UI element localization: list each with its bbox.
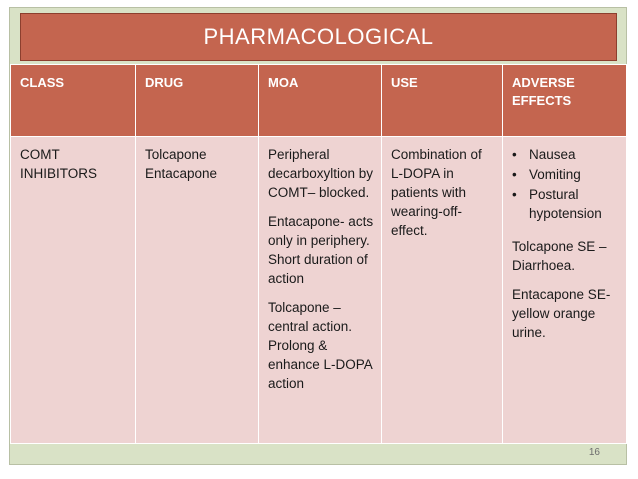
cell-class (11, 137, 136, 444)
drug-name: Tolcapone (145, 147, 207, 162)
use-text: Combination of L-DOPA in patients with wearing-off-effect. (391, 147, 482, 238)
bullet-icon: • (512, 167, 517, 182)
moa-paragraph: Peripheral decarboxyltion by COMT– blocked. (268, 147, 374, 200)
class-line: INHIBITORS (20, 166, 98, 181)
moa-paragraph: Entacapone- acts only in periphery. Short duration of action (268, 214, 374, 286)
bullet-icon: • (512, 147, 517, 162)
cell-use (382, 137, 503, 444)
header-drug: DRUG (136, 65, 259, 137)
bullet-icon: • (512, 187, 517, 202)
adverse-paragraph: Entacapone SE- yellow orange urine. (512, 287, 611, 340)
slide-title: PHARMACOLOGICAL (20, 13, 617, 61)
slide (9, 7, 627, 465)
adverse-paragraph: Tolcapone SE – Diarrhoea. (512, 239, 607, 273)
header-use: USE (382, 65, 503, 137)
drug-name: Entacapone (145, 166, 218, 181)
header-adverse-effects: ADVERSE EFFECTS (503, 65, 627, 137)
table-header-row (11, 65, 627, 137)
moa-paragraph: Tolcapone – central action. Prolong & enhance L-DOPA action (268, 300, 373, 391)
header-moa: MOA (259, 65, 382, 137)
pharmacology-table (10, 64, 627, 444)
cell-adverse-effects (503, 137, 627, 444)
class-line: COMT (20, 147, 60, 162)
list-item: • Postural hypotension (512, 187, 602, 221)
cell-drug (136, 137, 259, 444)
table-row (11, 137, 627, 444)
page-number: 16 (588, 447, 600, 458)
list-item: • Nausea (512, 147, 576, 162)
adverse-bullet-list (512, 145, 620, 223)
header-class: CLASS (11, 65, 136, 137)
cell-moa (259, 137, 382, 444)
list-item: • Vomiting (512, 167, 581, 182)
